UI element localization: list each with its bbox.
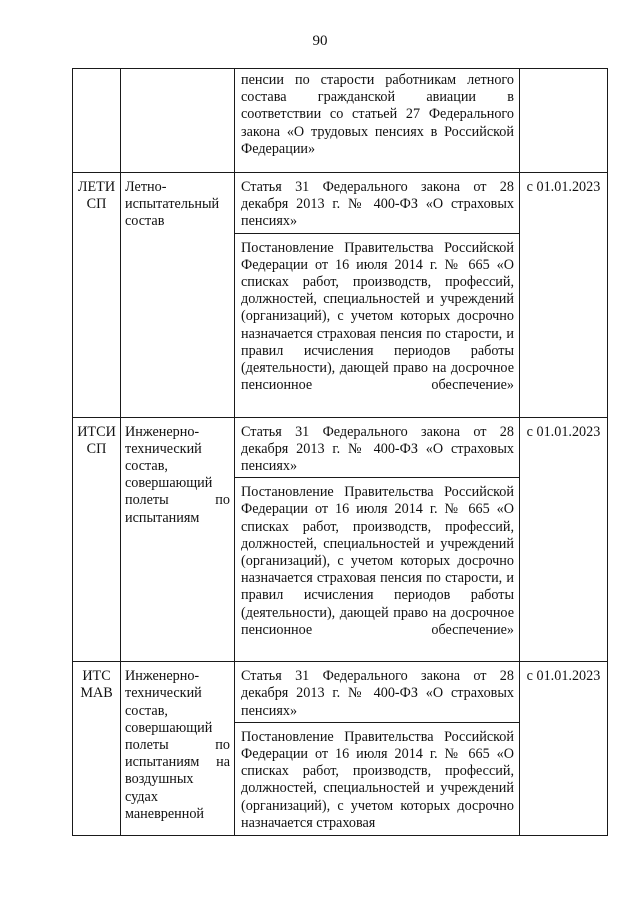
- page-number: 90: [312, 33, 328, 49]
- position-name: Инженерно- технический состав, совершающий полеты по испытаниям на воздушных судах маневренной: [121, 662, 235, 836]
- effective-date: с 01.01.2023: [520, 662, 608, 836]
- table-row: [73, 173, 608, 234]
- table-row: [73, 417, 608, 478]
- code-cell: ИТСИ СП: [73, 417, 121, 662]
- basis-law: Статья 31 Федерального закона от 28 декабря 2013 г. № 400-ФЗ «О страховых пенсиях»: [235, 173, 520, 234]
- code-cell: ИТС МАВ: [73, 662, 121, 836]
- basis-law: Статья 31 Федерального закона от 28 декабря 2013 г. № 400-ФЗ «О страховых пенсиях»: [235, 417, 520, 478]
- basis-resolution: Постановление Правительства Российской Федерации от 16 июля 2014 г. № 665 «О списках работ, производств, профессий, должностей, специальностей и учреждений (организаций), с учетом которых досрочно назначается страховая пенсия по старости, и правил исчисления периодов работы (деятельности), дающей право на досрочное пенсионное обеспечение»: [235, 233, 520, 417]
- effective-date: с 01.01.2023: [520, 417, 608, 662]
- table-row-continuation: [73, 69, 608, 173]
- basis-law: Статья 31 Федерального закона от 28 декабря 2013 г. № 400-ФЗ «О страховых пенсиях»: [235, 662, 520, 723]
- pension-codes-table: [72, 68, 608, 836]
- code-cell: ЛЕТИ СП: [73, 173, 121, 418]
- basis-resolution: Постановление Правительства Российской Федерации от 16 июля 2014 г. № 665 «О списках работ, производств, профессий, должностей, специальностей и учреждений (организаций), с учетом которых досрочно назначается страховая пенсия по старости, и правил исчисления периодов работы (деятельности), дающей право на досрочное пенсионное обеспечение»: [235, 478, 520, 662]
- position-name: Летно-испытательный состав: [121, 173, 235, 418]
- position-name: Инженерно- технический состав, совершающий полеты по испытаниям: [121, 417, 235, 662]
- basis-continuation: пенсии по старости работникам летного состава гражданской авиации в соответствии со статьей 27 Федерального закона «О трудовых пенсиях в Российской Федерации»: [235, 69, 520, 173]
- basis-resolution: Постановление Правительства Российской Федерации от 16 июля 2014 г. № 665 «О списках работ, производств, профессий, должностей, специальностей и учреждений (организаций), с учетом которых досрочно назначается страховая: [235, 722, 520, 835]
- effective-date: с 01.01.2023: [520, 173, 608, 418]
- table-row: [73, 662, 608, 723]
